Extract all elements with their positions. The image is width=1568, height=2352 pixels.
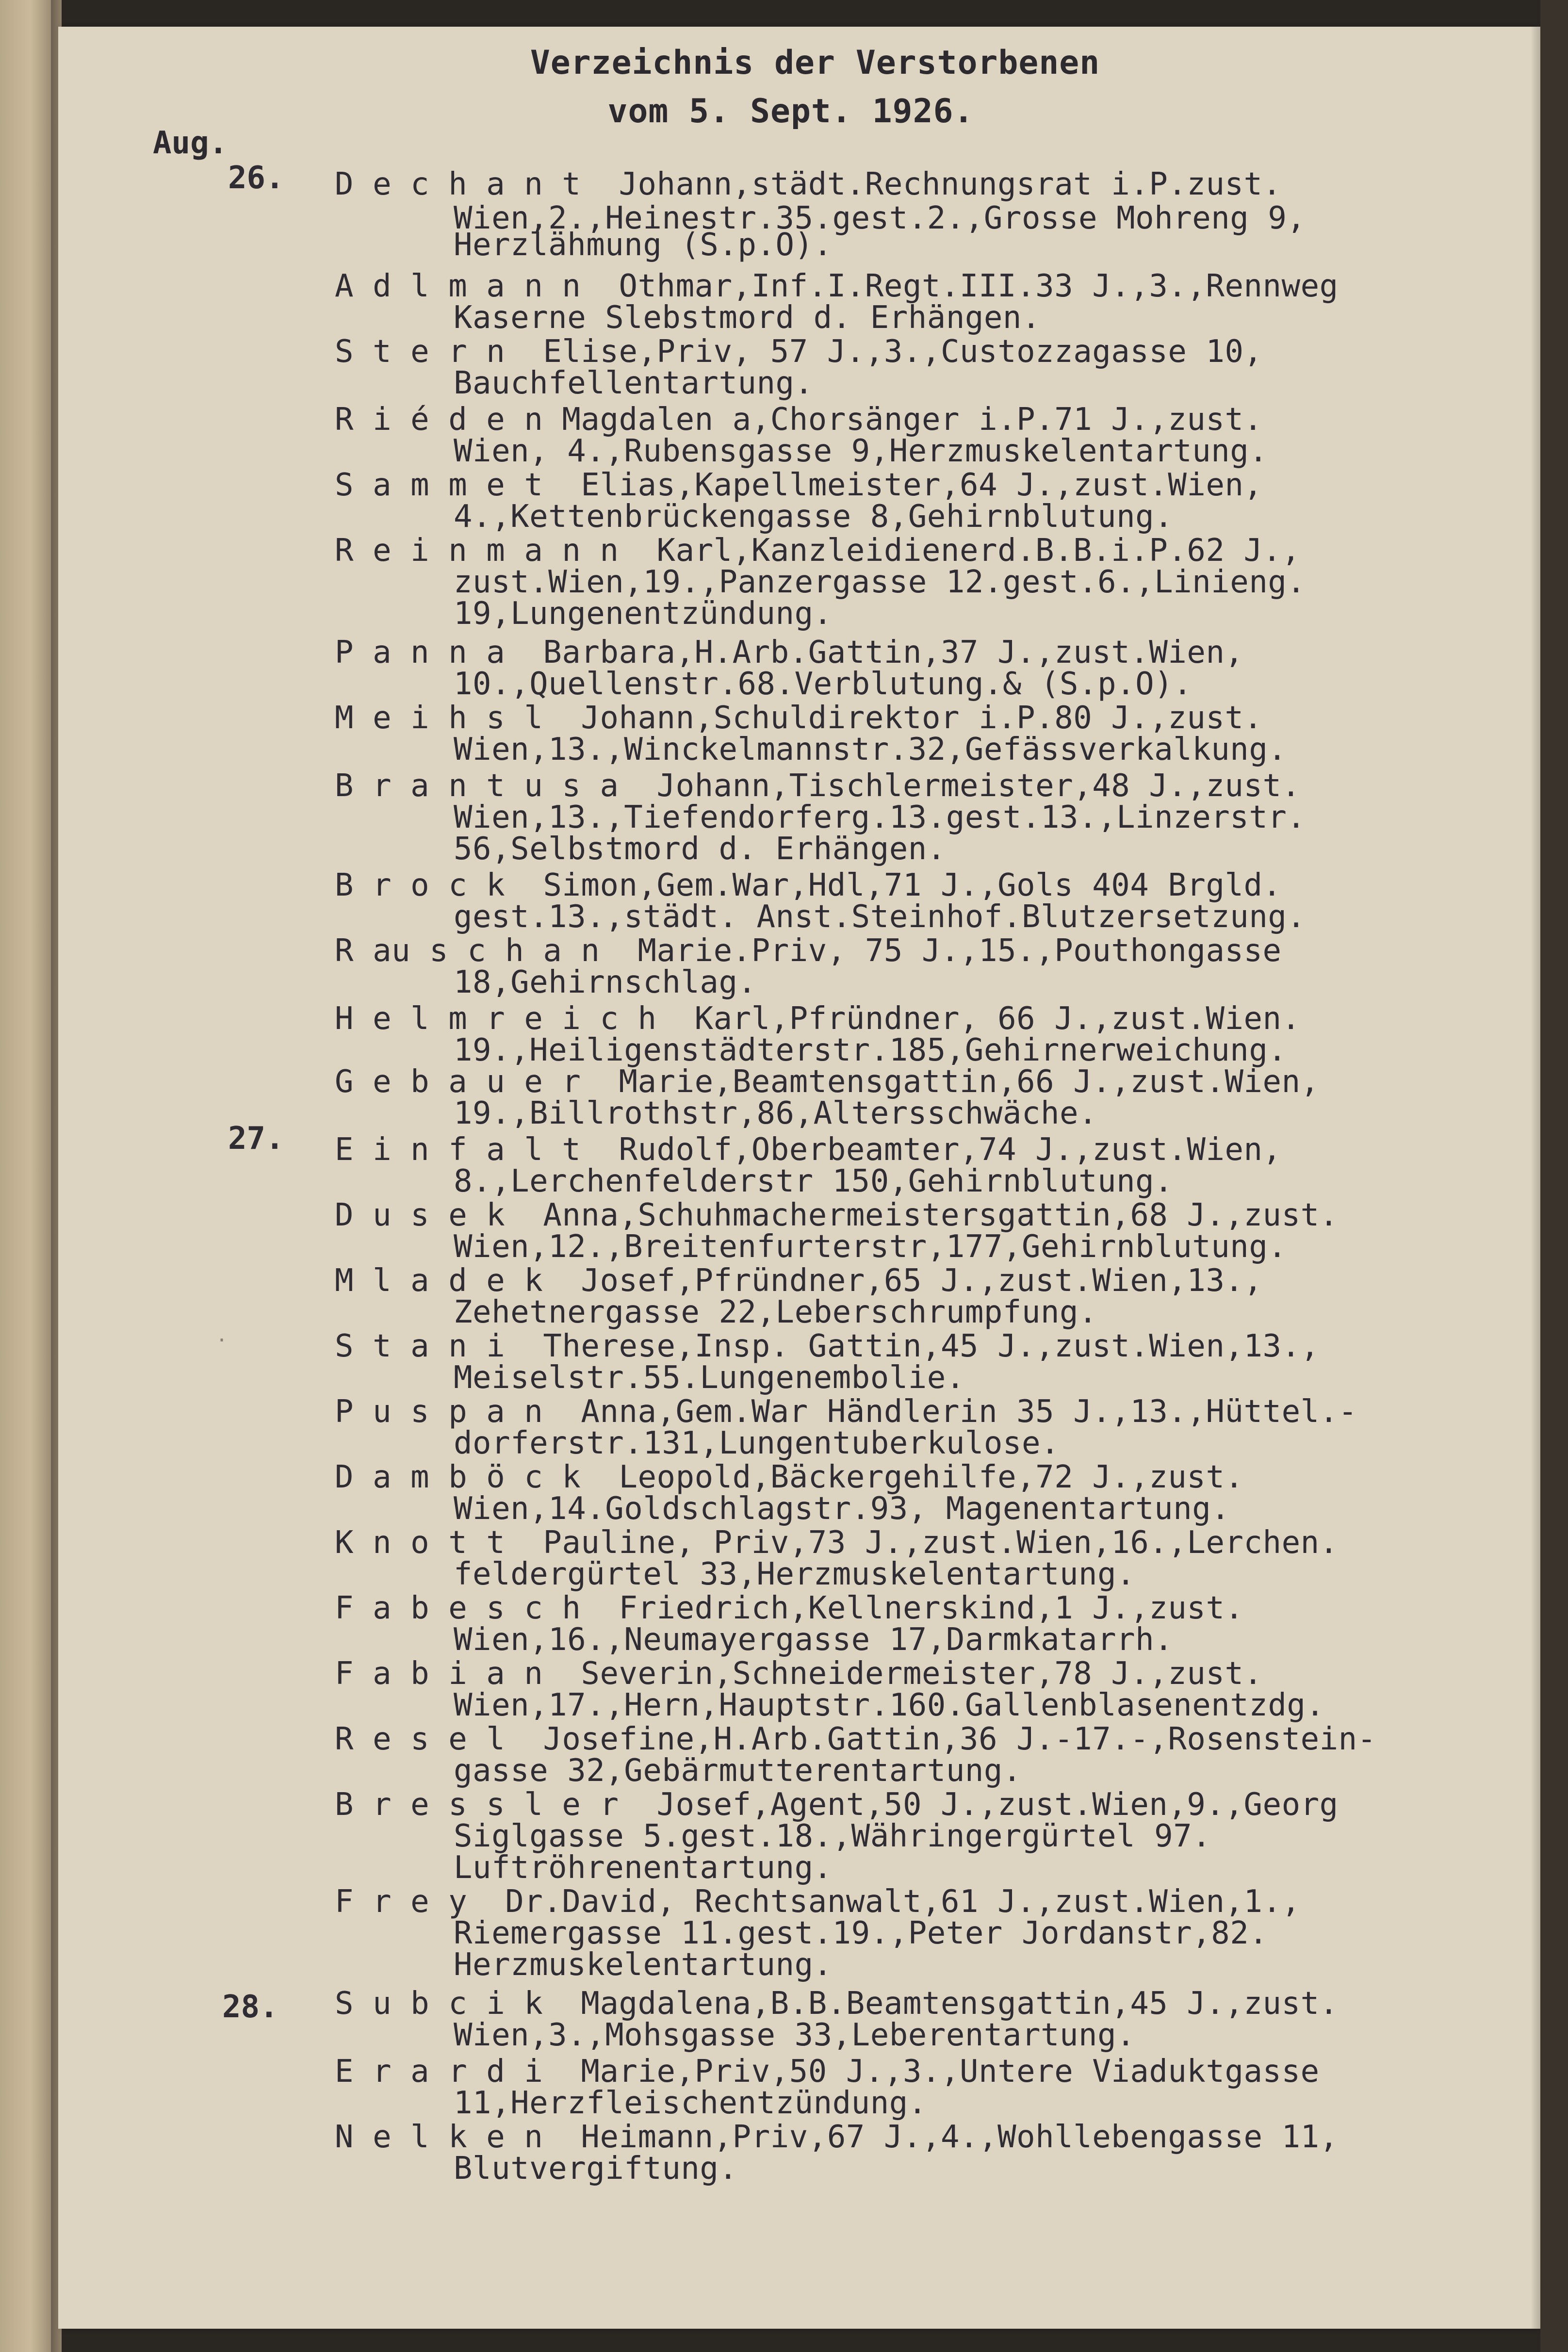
entry-continuation-line: 56,Selbstmord d. Erhängen. [454,831,946,867]
document-title: Verzeichnis der Verstorbenen [530,44,1100,82]
entry-continuation-line: 4.,Kettenbrückengasse 8,Gehirnblutung. [454,499,1174,535]
entry-name-line: E r a r d i Marie,Priv,50 J.,3.,Untere Viaduktgasse [335,2054,1320,2090]
entry-continuation-line: Wien,16.,Neumayergasse 17,Darmkatarrh. [454,1622,1174,1658]
entry-continuation-line: Herzlähmung (S.p.O). [454,227,833,263]
entry-name-line: F a b i a n Severin,Schneidermeister,78 J.,zust. [335,1656,1263,1692]
entry-name-line: R e i n m a n n Karl,Kanzleidienerd.B.B.i.P.62 J., [335,533,1301,569]
entry-continuation-line: Riemergasse 11.gest.19.,Peter Jordanstr,82. [454,1915,1268,1951]
entry-name-line: R au s c h a n Marie.Priv, 75 J.,15.,Pouthongasse [335,933,1282,969]
entry-continuation-line: gest.13.,städt. Anst.Steinhof.Blutzersetzung. [454,899,1306,935]
entry-name-line: N e l k e n Heimann,Priv,67 J.,4.,Wohllebengasse 11, [335,2119,1339,2155]
entry-continuation-line: 18,Gehirnschlag. [454,964,757,1000]
entry-continuation-line: Wien,3.,Mohsgasse 33,Leberentartung. [454,2017,1136,2053]
entry-name-line: F a b e s c h Friedrich,Kellnerskind,1 J.,zust. [335,1590,1244,1626]
entry-name-line: F r e y Dr.David, Rechtsanwalt,61 J.,zust.Wien,1., [335,1884,1301,1920]
entry-continuation-line: Wien,13.,Tiefendorferg.13.gest.13.,Linzerstr. [454,800,1306,835]
day-label-28: 28. [222,1989,278,2025]
entry-name-line: D u s e k Anna,Schuhmachermeistersgattin,68 J.,zust. [335,1197,1339,1233]
entry-continuation-line: Herzmuskelentartung. [454,1947,833,1983]
entry-continuation-line: Wien,2.,Heinestr.35.gest.2.,Grosse Mohreng 9, [454,200,1306,236]
entry-continuation-line: Wien, 4.,Rubensgasse 9,Herzmuskelentartung. [454,433,1268,469]
entry-continuation-line: Siglgasse 5.gest.18.,Währingergürtel 97. [454,1818,1211,1854]
entry-continuation-line: Wien,17.,Hern,Hauptstr.160.Gallenblasenentzdg. [454,1687,1325,1723]
entry-continuation-line: 19.,Billrothstr,86,Altersschwäche. [454,1095,1098,1131]
entry-continuation-line: 8.,Lerchenfelderstr 150,Gehirnblutung. [454,1163,1174,1199]
entry-name-line: M e i h s l Johann,Schuldirektor i.P.80 J.,zust. [335,700,1263,736]
entry-continuation-line: 19,Lungenentzündung. [454,596,833,632]
entry-name-line: S u b c i k Magdalena,B.B.Beamtensgattin,45 J.,zust. [335,1986,1339,2022]
entry-continuation-line: Wien,12.,Breitenfurterstr,177,Gehirnblutung. [454,1229,1287,1265]
document-subtitle: vom 5. Sept. 1926. [607,92,974,131]
entry-name-line: B r a n t u s a Johann,Tischlermeister,48 J.,zust. [335,768,1301,804]
entry-name-line: D e c h a n t Johann,städt.Rechnungsrat i.P.zust. [335,166,1282,202]
entry-continuation-line: 10.,Quellenstr.68.Verblutung.& (S.p.O). [454,666,1192,702]
entry-name-line: A d l m a n n Othmar,Inf.I.Regt.III.33 J.,3.,Rennweg [335,268,1339,304]
entry-continuation-line: Wien,13.,Winckelmannstr.32,Gefässverkalkung. [454,732,1287,768]
entry-continuation-line: Luftröhrenentartung. [454,1850,833,1886]
entry-continuation-line: feldergürtel 33,Herzmuskelentartung. [454,1556,1136,1592]
entry-continuation-line: gasse 32,Gebärmutterentartung. [454,1753,1022,1789]
entry-name-line: S a m m e t Elias,Kapellmeister,64 J.,zust.Wien, [335,467,1263,503]
entry-name-line: E i n f a l t Rudolf,Oberbeamter,74 J.,zust.Wien, [335,1132,1282,1168]
entry-continuation-line: 19.,Heiligenstädterstr.185,Gehirnerweichung. [454,1032,1287,1068]
entry-name-line: P a n n a Barbara,H.Arb.Gattin,37 J.,zust.Wien, [335,635,1244,670]
entry-name-line: S t e r n Elise,Priv, 57 J.,3.,Custozzagasse 10, [335,334,1263,370]
entry-continuation-line: Kaserne Slebstmord d. Erhängen. [454,300,1041,336]
entry-continuation-line: Wien,14.Goldschlagstr.93, Magenentartung. [454,1491,1230,1527]
entry-name-line: M l a d e k Josef,Pfründner,65 J.,zust.Wien,13., [335,1263,1263,1299]
entry-name-line: R i é d e n Magdalen a,Chorsänger i.P.71 J.,zust. [335,402,1263,438]
day-label-27: 27. [228,1121,284,1157]
entry-continuation-line: zust.Wien,19.,Panzergasse 12.gest.6.,Linieng. [454,564,1306,600]
margin-mark: · [216,1329,228,1352]
entry-continuation-line: Zehetnergasse 22,Leberschrumpfung. [454,1294,1098,1330]
entry-name-line: D a m b ö c k Leopold,Bäckergehilfe,72 J.,zust. [335,1459,1244,1495]
month-label: Aug. [153,125,228,161]
entry-continuation-line: 11,Herzfleischentzündung. [454,2085,927,2121]
entry-name-line: B r e s s l e r Josef,Agent,50 J.,zust.Wien,9.,Georg [335,1787,1339,1823]
entry-continuation-line: Bauchfellentartung. [454,365,814,401]
entry-name-line: G e b a u e r Marie,Beamtensgattin,66 J.,zust.Wien, [335,1064,1320,1100]
entry-continuation-line: Meiselstr.55.Lungenembolie. [454,1360,965,1396]
day-label-26: 26. [228,160,284,196]
entry-name-line: K n o t t Pauline, Priv,73 J.,zust.Wien,16.,Lerchen. [335,1525,1339,1561]
entry-continuation-line: dorferstr.131,Lungentuberkulose. [454,1425,1060,1461]
entry-continuation-line: Blutvergiftung. [454,2151,738,2187]
entry-name-line: P u s p a n Anna,Gem.War Händlerin 35 J.,13.,Hüttel.- [335,1394,1357,1430]
entry-name-line: B r o c k Simon,Gem.War,Hdl,71 J.,Gols 404 Brgld. [335,867,1282,903]
entry-name-line: H e l m r e i c h Karl,Pfründner, 66 J.,zust.Wien. [335,1001,1301,1037]
entry-name-line: S t a n i Therese,Insp. Gattin,45 J.,zust.Wien,13., [335,1328,1320,1364]
entry-name-line: R e s e l Josefine,H.Arb.Gattin,36 J.-17.-,Rosenstein- [335,1721,1376,1757]
